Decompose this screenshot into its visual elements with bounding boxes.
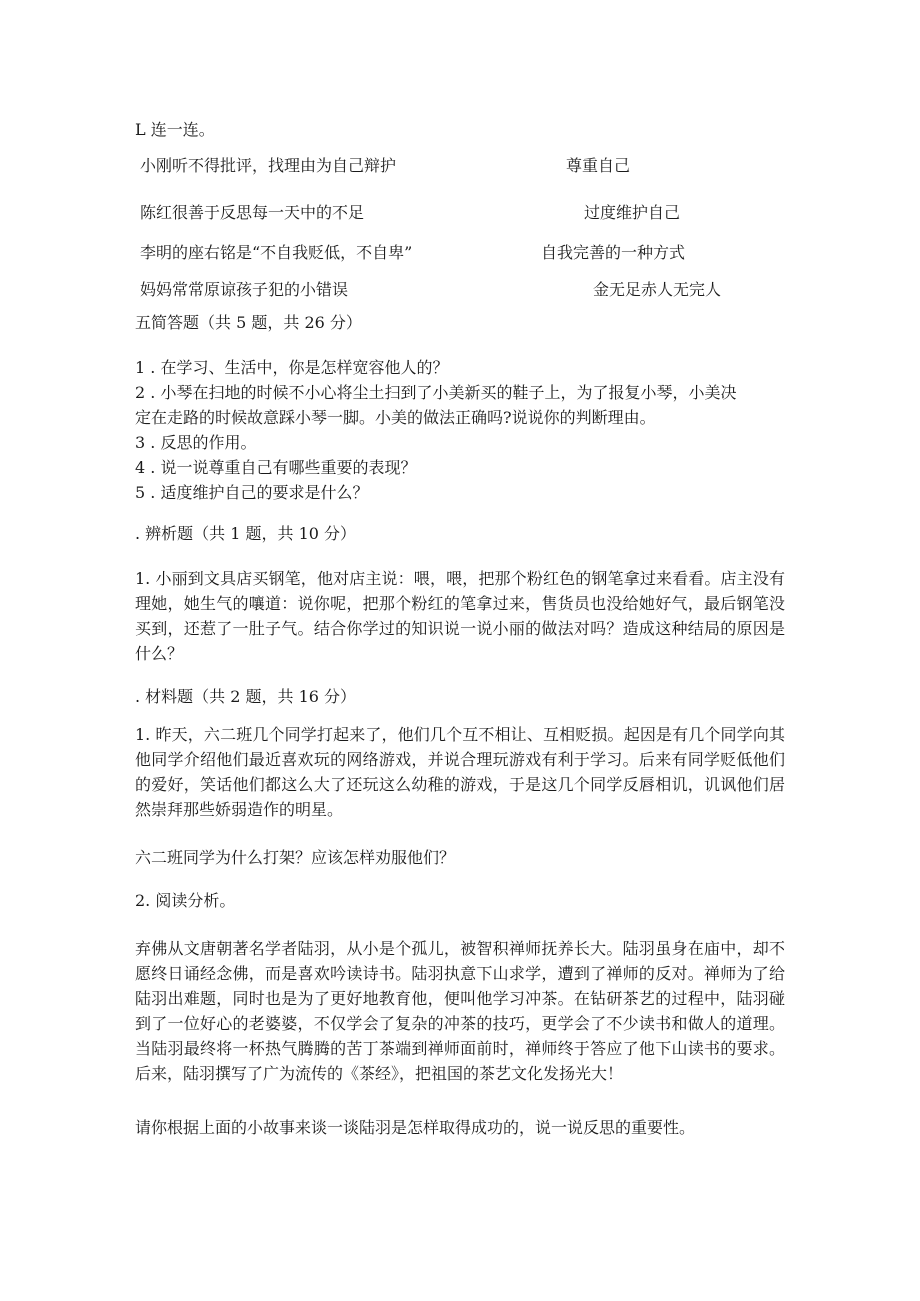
match-right-item: 金无足赤人无完人 [593,280,722,299]
match-right-item: 过度维护自己 [584,203,681,222]
match-left-item: 小刚听不得批评，找理由为自己辩护 [140,156,397,175]
match-left-item: 妈妈常常原谅孩子犯的小错误 [140,280,349,299]
story-question: 请你根据上面的小故事来谈一谈陆羽是怎样取得成功的，说一说反思的重要性。 [135,1118,696,1137]
question-line: 3 . 反思的作用。 [135,433,257,452]
match-left-item: 李明的座右铭是“不自我贬低，不自卑” [140,243,413,262]
analysis-question-1: 1. 小丽到文具店买钢笔，他对店主说：喂，喂，把那个粉红色的钢笔拿过来看看。店主没有理她，她生气的嚷道：说你呢，把那个粉红的笔拿过来，售货员也没给她好气，最后钢笔没买到，还惹了一肚子气。结合你学过的知识说一说小丽的做法对吗？造成这种结局的原因是什么？ [135,569,785,663]
material-question-1-prompt: 六二班同学为什么打架？应该怎样劝服他们？ [135,848,456,867]
question-line: 5 . 适度维护自己的要求是什么？ [135,483,369,502]
question-line: 2 . 小琴在扫地的时候不小心将尘土扫到了小美新买的鞋子上，为了报复小琴，小美决 [135,383,737,402]
material-heading: . 材料题（共 2 题，共 16 分） [135,687,357,706]
question-line: 1 . 在学习、生活中，你是怎样宽容他人的？ [135,358,449,377]
match-left-item: 陈红很善于反思每一天中的不足 [140,203,365,222]
match-right-item: 尊重自己 [566,156,631,175]
story-paragraph: 弃佛从文唐朝著名学者陆羽，从小是个孤儿，被智积禅师抚养长大。陆羽虽身在庙中，却不愿终日诵经念佛，而是喜欢吟读诗书。陆羽执意下山求学，遭到了禅师的反对。禅师为了给陆羽出难题，同时也是为了更好地教育他，便叫他学习冲茶。在钻研茶艺的过程中，陆羽碰到了一位好心的老婆婆，不仅学会了复杂的冲茶的技巧，更学会了不少读书和做人的道理。当陆羽最终将一杯热气腾腾的苦丁茶端到禅师面前时，禅师终于答应了他下山读书的要求。后来，陆羽撰写了广为流传的《茶经》，把祖国的茶艺文化发扬光大！ [135,939,785,1083]
material-question-1: 1. 昨天，六二班几个同学打起来了，他们几个互不相让、互相贬损。起因是有几个同学向其他同学介绍他们最近喜欢玩的网络游戏，并说合理玩游戏有利于学习。后来有同学贬低他们的爱好，笑话他们都这么大了还玩这么幼稚的游戏，于是这几个同学反唇相讥，讥讽他们居然崇拜那些娇弱造作的明星。 [135,725,785,819]
analysis-heading: . 辨析题（共 1 题，共 10 分） [135,524,357,543]
material-question-2: 2. 阅读分析。 [135,891,236,910]
matching-heading: L 连一连。 [135,120,215,139]
question-line: 4 . 说一说尊重自己有哪些重要的表现？ [135,458,417,477]
match-right-item: 自我完善的一种方式 [541,243,686,262]
short-answer-heading: 五简答题（共 5 题，共 26 分） [135,313,362,332]
question-line: 定在走路的时候故意踩小琴一脚。小美的做法正确吗?说说你的判断理由。 [135,408,656,427]
